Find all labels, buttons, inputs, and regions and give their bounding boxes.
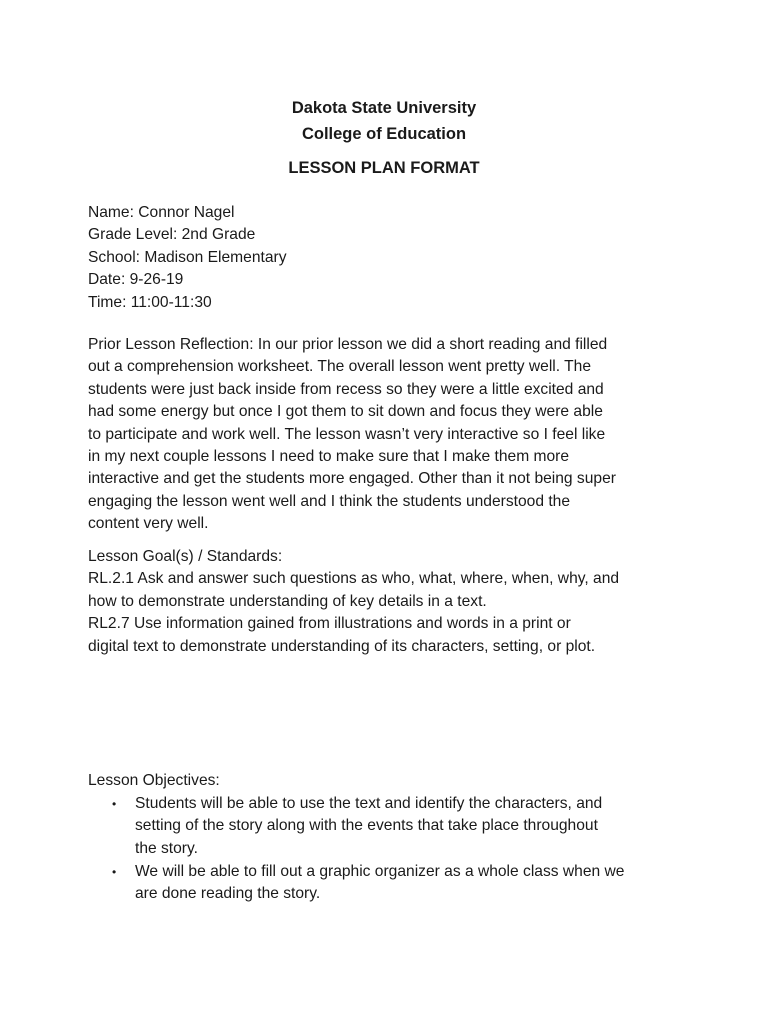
reflection-line: had some energy but once I got them to sit down and focus they were able: [88, 403, 603, 421]
objective-line: We will be able to fill out a graphic organizer as a whole class when we: [135, 863, 625, 880]
university-title: Dakota State University: [291, 99, 477, 117]
time-line: Time: 11:00-11:30: [88, 293, 212, 311]
reflection-line: out a comprehension worksheet. The overall lesson went pretty well. The: [88, 358, 592, 376]
format-title: LESSON PLAN FORMAT: [288, 159, 480, 177]
goal-line: how to demonstrate understanding of key details in a text.: [88, 592, 487, 610]
reflection-line: in my next couple lessons I need to make sure that I make them more: [88, 447, 570, 465]
objective-line: Students will be able to use the text and identify the characters, and: [135, 795, 603, 812]
reflection-line: engaging the lesson went well and I think the students understood the: [88, 492, 571, 510]
info-block: [88, 202, 287, 314]
reflection-block: [88, 334, 616, 536]
goal-line: RL.2.1 Ask and answer such questions as who, what, where, when, why, and: [88, 570, 620, 588]
college-title: College of Education: [301, 125, 467, 143]
objectives-heading-text: Lesson Objectives:: [88, 772, 220, 789]
goals-block: [88, 546, 619, 658]
goal-line: digital text to demonstrate understanding of its characters, setting, or plot.: [88, 637, 596, 655]
goal-line: RL2.7 Use information gained from illustrations and words in a print or: [88, 615, 571, 633]
grade-line: Grade Level: 2nd Grade: [88, 226, 256, 244]
date-line: Date: 9-26-19: [88, 271, 184, 289]
reflection-line: interactive and get the students more engaged. Other than it not being super: [88, 470, 616, 488]
bullet-icon: •: [112, 797, 117, 811]
reflection-line: students were just back inside from recess so they were a little excited and: [88, 380, 604, 398]
name-line: Name: Connor Nagel: [88, 204, 235, 221]
bullet-icon: •: [112, 865, 117, 879]
school-line: School: Madison Elementary: [88, 248, 287, 266]
objective-line: setting of the story along with the events that take place throughout: [135, 817, 598, 835]
objectives-heading: [88, 770, 220, 792]
reflection-line: content very well.: [88, 515, 209, 533]
reflection-line: to participate and work well. The lesson wasn’t very interactive so I feel like: [88, 425, 606, 443]
objective-line: are done reading the story.: [135, 885, 321, 903]
objective-line: the story.: [135, 839, 198, 857]
reflection-line: Prior Lesson Reflection: In our prior lesson we did a short reading and filled: [88, 336, 608, 353]
goals-heading: Lesson Goal(s) / Standards:: [88, 548, 283, 565]
